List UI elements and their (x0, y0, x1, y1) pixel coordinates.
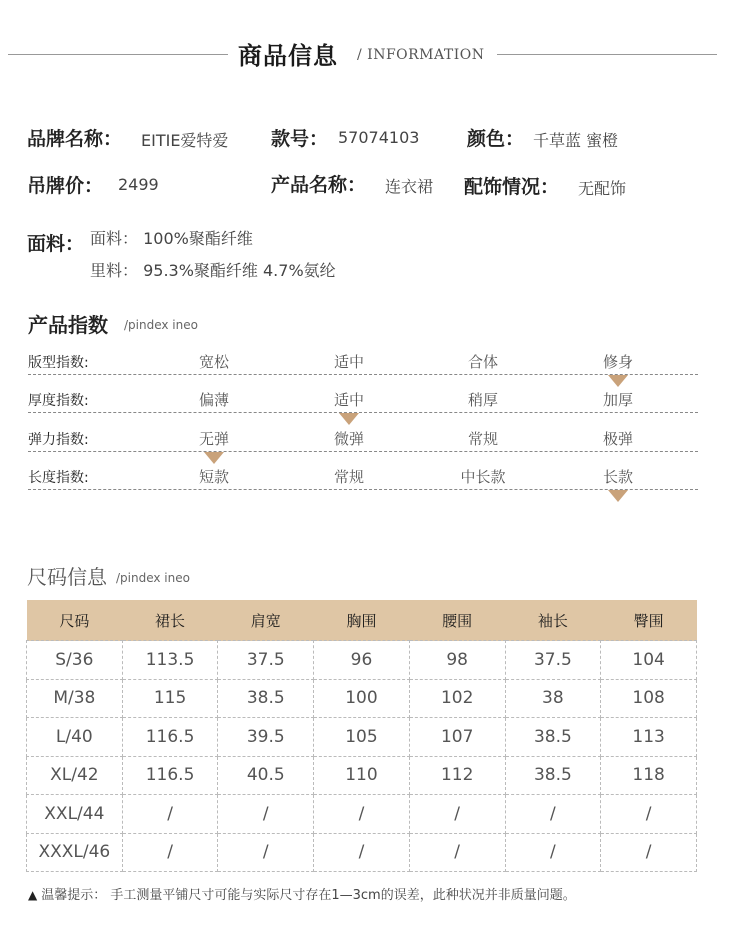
size-column-header: 胸围 (314, 600, 410, 641)
table-cell: 108 (601, 679, 697, 718)
table-cell: 118 (601, 756, 697, 795)
table-cell: 113 (601, 718, 697, 757)
size-column-header: 尺码 (27, 600, 123, 641)
index-option: 极弹 (602, 430, 634, 448)
table-cell: 105 (314, 718, 410, 757)
header-line-left (8, 54, 228, 55)
table-cell: 116.5 (122, 718, 218, 757)
index-option: 稍厚 (467, 391, 499, 409)
table-row (27, 718, 697, 757)
size-column-header: 臀围 (601, 600, 697, 641)
table-row (27, 641, 697, 680)
warning-icon: ▲ (28, 888, 38, 902)
index-row-label: 厚度指数: (28, 393, 89, 409)
index-section-subtitle: /pindex ineo (124, 318, 198, 332)
table-cell: / (505, 833, 601, 872)
table-cell: S/36 (27, 641, 123, 680)
table-row (27, 756, 697, 795)
dashed-divider (28, 489, 698, 490)
index-option: 中长款 (460, 468, 506, 486)
table-cell: XXL/44 (27, 795, 123, 834)
index-row (28, 452, 698, 490)
table-cell: / (601, 795, 697, 834)
care-note (28, 884, 576, 903)
index-option: 长款 (602, 468, 634, 486)
page-subtitle: / INFORMATION (357, 47, 485, 63)
page-title: 商品信息 (238, 42, 338, 70)
price-value: 2499 (118, 175, 159, 194)
size-column-header: 裙长 (122, 600, 218, 641)
dashed-divider (28, 412, 698, 413)
table-cell: 37.5 (505, 641, 601, 680)
index-option: 宽松 (198, 353, 230, 371)
table-cell: / (218, 795, 314, 834)
table-row (27, 795, 697, 834)
table-cell: L/40 (27, 718, 123, 757)
index-option: 合体 (467, 353, 499, 371)
index-section-title: 产品指数 (28, 313, 108, 337)
table-cell: / (314, 833, 410, 872)
accessory-label: 配饰情况： (464, 176, 560, 198)
table-cell: 98 (409, 641, 505, 680)
color-label: 颜色： (467, 128, 525, 150)
table-cell: 110 (314, 756, 410, 795)
table-cell: 96 (314, 641, 410, 680)
index-row (28, 414, 698, 452)
table-cell: / (409, 833, 505, 872)
index-row (28, 337, 698, 375)
table-cell: / (505, 795, 601, 834)
product-value: 连衣裙 (385, 177, 434, 196)
size-column-header: 腰围 (409, 600, 505, 641)
table-cell: 102 (409, 679, 505, 718)
table-cell: 113.5 (122, 641, 218, 680)
table-cell: / (122, 795, 218, 834)
index-option: 修身 (602, 353, 634, 371)
size-section-subtitle: /pindex ineo (116, 571, 190, 585)
index-option: 无弹 (198, 430, 230, 448)
index-option: 偏薄 (198, 391, 230, 409)
index-option: 常规 (333, 468, 365, 486)
index-option: 适中 (333, 391, 365, 409)
table-row (27, 679, 697, 718)
color-value: 千草蓝 蜜橙 (533, 131, 619, 150)
care-note-text: 温馨提示： 手工测量平铺尺寸可能与实际尺寸存在1—3cm的误差，此种状况并非质量问题。 (41, 888, 576, 903)
table-cell: XL/42 (27, 756, 123, 795)
table-cell: 37.5 (218, 641, 314, 680)
selected-marker-icon (608, 490, 628, 502)
table-cell: 115 (122, 679, 218, 718)
table-cell: 104 (601, 641, 697, 680)
table-cell: 107 (409, 718, 505, 757)
brand-value: EITIE爱特爱 (141, 131, 229, 150)
index-row-label: 版型指数: (28, 355, 89, 371)
table-cell: XXXL/46 (27, 833, 123, 872)
size-column-header: 袖长 (505, 600, 601, 641)
size-table (26, 600, 697, 872)
style-label: 款号： (271, 128, 329, 150)
table-cell: 100 (314, 679, 410, 718)
table-cell: 116.5 (122, 756, 218, 795)
table-cell: 38.5 (505, 718, 601, 757)
index-option: 加厚 (602, 391, 634, 409)
fabric-label: 面料： (27, 233, 85, 255)
index-option: 常规 (467, 430, 499, 448)
style-value: 57074103 (338, 128, 420, 147)
size-table-header (27, 600, 697, 641)
brand-label: 品牌名称： (27, 128, 123, 150)
table-cell: / (122, 833, 218, 872)
index-option: 微弹 (333, 430, 365, 448)
table-cell: / (409, 795, 505, 834)
table-cell: 38.5 (218, 679, 314, 718)
header-line-right (497, 54, 717, 55)
fabric-lining: 里料： 95.3%聚酯纤维 4.7%氨纶 (90, 261, 336, 280)
table-cell: 38 (505, 679, 601, 718)
table-cell: / (314, 795, 410, 834)
size-section-title: 尺码信息 (27, 565, 107, 589)
index-row-label: 弹力指数: (28, 432, 89, 448)
product-label: 产品名称： (271, 174, 367, 196)
table-cell: 39.5 (218, 718, 314, 757)
price-label: 吊牌价： (27, 175, 104, 197)
table-cell: 38.5 (505, 756, 601, 795)
table-cell: / (601, 833, 697, 872)
size-column-header: 肩宽 (218, 600, 314, 641)
table-cell: / (218, 833, 314, 872)
fabric-outer: 面料： 100%聚酯纤维 (90, 229, 253, 248)
accessory-value: 无配饰 (578, 179, 627, 198)
table-cell: 112 (409, 756, 505, 795)
table-row (27, 833, 697, 872)
table-cell: 40.5 (218, 756, 314, 795)
index-row (28, 375, 698, 413)
table-cell: M/38 (27, 679, 123, 718)
index-option: 短款 (198, 468, 230, 486)
index-option: 适中 (333, 353, 365, 371)
index-row-label: 长度指数: (28, 470, 89, 486)
